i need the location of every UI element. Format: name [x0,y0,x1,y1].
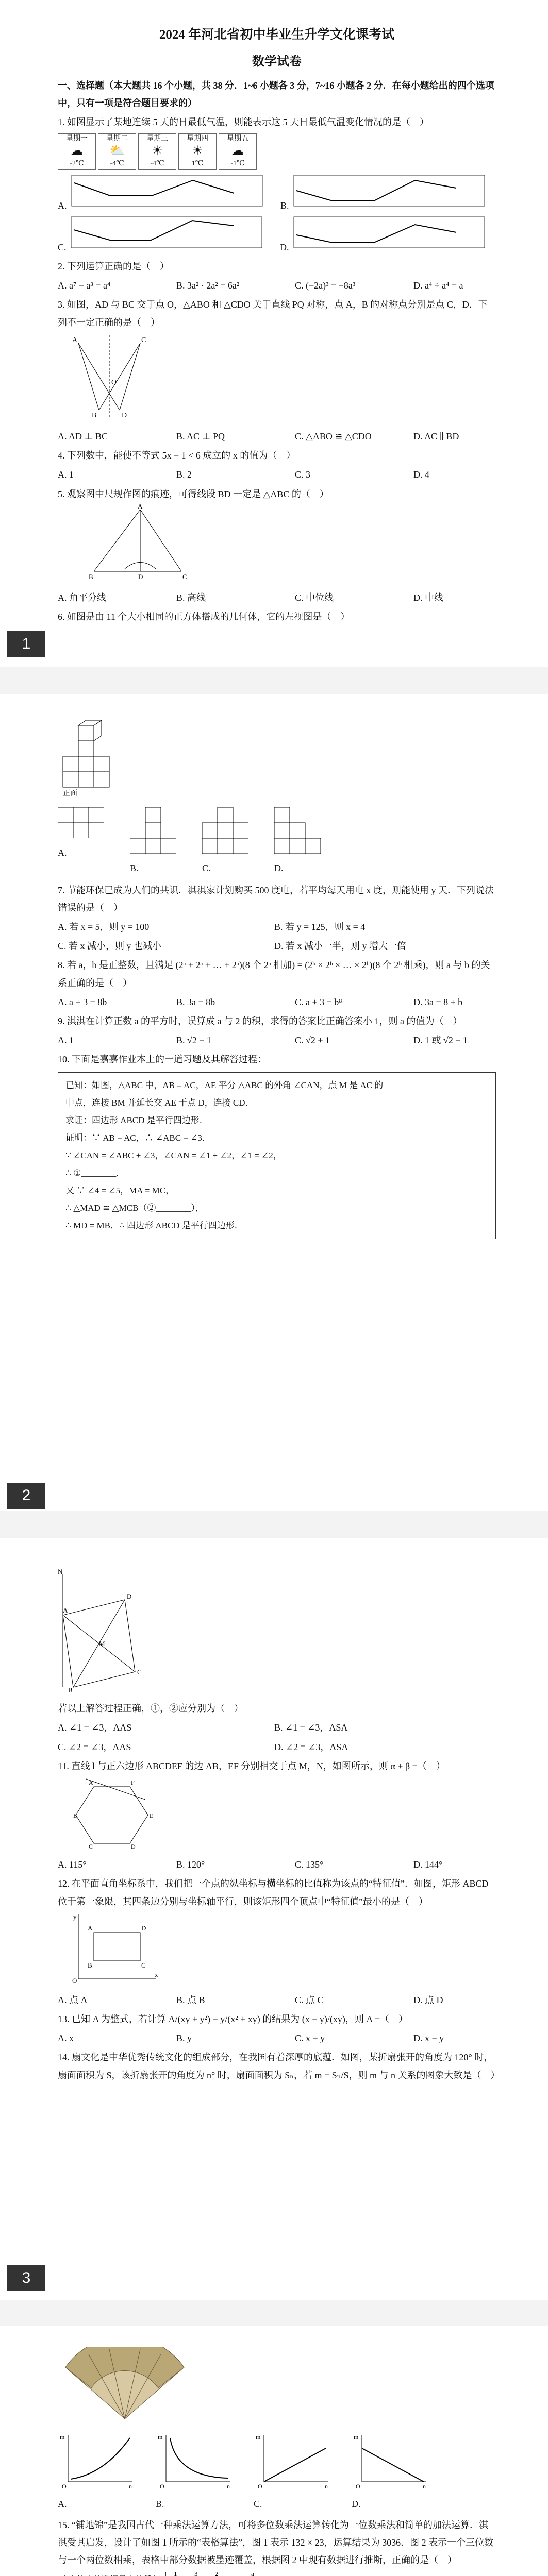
svg-text:n: n [227,2483,230,2490]
question-11: 11. 直线 l 与正六边形 ABCDEF 的边 AB，EF 分别相交于点 M，N，如图所示，则 α + β =（ ） [58,1760,445,1771]
temp-label: -4℃ [110,160,124,168]
svg-text:O: O [62,2483,67,2490]
option-d: D. 若 x 减小一半，则 y 增大一倍 [274,941,406,952]
option-label: A. [58,848,67,858]
option-d: D. 1 或 √2 + 1 [413,1035,468,1046]
svg-text:n: n [423,2483,426,2490]
page-1-content [58,23,496,627]
q8-options [58,993,496,1011]
q7-options-row-1 [58,918,496,936]
svg-text:D: D [122,411,127,419]
q9-options [58,1031,496,1049]
option-d: D. a⁴ ÷ a⁴ = a [413,280,463,291]
option-label: D. [352,2499,361,2510]
option-c: C. 3 [295,469,311,480]
svg-text:A: A [138,504,143,510]
svg-text:O: O [160,2483,164,2490]
line-graph-c [69,214,264,250]
option-b: B. 120° [176,1859,205,1870]
option-b: B. AC ⊥ PQ [176,431,225,442]
temp-label: 1℃ [191,160,204,168]
proof-line: ∴ MD = MB．∴ 四边形 ABCD 是平行四边形． [65,1221,243,1231]
option-c: C. 135° [295,1859,324,1870]
proof-line: 已知：如图，△ABC 中，AB = AC，AE 平分 △ABC 的外角 ∠CAN，点 M 是 AC 的 [65,1080,384,1091]
svg-text:3: 3 [194,2572,198,2576]
svg-text:M: M [99,1640,105,1648]
option-b-graph [280,173,487,214]
q1-graph-options-2 [58,214,496,256]
proof-line: ∵ ∠CAN = ∠ABC + ∠3，∠CAN = ∠1 + ∠2，∠1 = ∠2， [65,1150,282,1161]
page-3-content [58,1569,500,2086]
q2-options [58,277,496,294]
q1-graph-options [58,173,496,214]
q6-view-options [58,807,496,877]
svg-text:B: B [92,411,97,419]
option-d: D. 144° [413,1859,443,1870]
q12-options [58,1991,496,2009]
weather-day [58,133,96,170]
option-a: A. a⁷ − a³ = a⁴ [58,280,111,291]
option-d: D. AC ∥ BD [413,431,459,442]
option-a: A. 115° [58,1859,87,1870]
option-d: D. x − y [413,2033,444,2044]
svg-text:O: O [111,378,117,386]
q3-options [58,428,496,445]
svg-text:n: n [325,2483,328,2490]
question-14: 14. 扇文化是中华优秀传统文化的组成部分，在我国有着深厚的底蕴．如图，某折扇张开的角度为 120° 时，扇面面积为 S，该折扇张开的角度为 n° 时，扇面面积为 Sₙ，若 m = Sₙ/S，则 m 与 n 关系的图象大致是（ ） [58,2052,500,2080]
option-d-view [274,807,321,877]
multiplication-grid-1 [151,2572,269,2576]
option-label: C. [254,2499,262,2510]
svg-text:m: m [158,2433,163,2441]
q5-figure [89,504,192,582]
day-label: 星期二 [106,134,128,143]
option-d-graph [280,214,487,256]
q7-options-row-2 [58,937,496,955]
day-label: 星期三 [146,134,168,143]
option-label: A. [58,200,67,211]
front-label: 正面 [63,790,77,798]
q10-options-row-1 [58,1719,496,1736]
proof-line: ∴ ①________． [65,1168,125,1178]
option-d: D. 点 D [413,1994,443,2005]
option-a-graph [58,173,265,214]
temp-label: -4℃ [150,160,164,168]
option-a: A. a + 3 = 8b [58,996,107,1007]
question-9: 9. 淇淇在计算正数 a 的平方时，误算成 a 与 2 的积，求得的答案比正确答案小 1，则 a 的值为（ ） [58,1015,462,1026]
cloud-icon: ☁ [71,144,83,158]
svg-text:A: A [88,1924,93,1932]
option-label: C. [202,863,211,874]
option-b: B. 高线 [176,592,206,603]
hexagon-figure [73,1776,156,1849]
option-label: B. [130,863,139,874]
question-4: 4. 下列数中，能使不等式 5x − 1 < 6 成立的 x 的值为（ ） [58,450,296,461]
question-12: 12. 在平面直角坐标系中，我们把一个点的纵坐标与横坐标的比值称为该点的“特征值”．如图，矩形 ABCD 位于第一象限，其四条边分别与坐标轴平行，则该矩形四个顶点中“特征值”最小的是（ ） [58,1878,489,1907]
svg-text:D: D [141,1924,146,1932]
option-b: B. √2 − 1 [176,1035,212,1046]
option-a: A. 1 [58,469,74,480]
proof-line: ∴ △MAD ≌ △MCB（②________）， [65,1203,204,1213]
q11-options [58,1856,496,1873]
option-c: C. x + y [295,2033,325,2044]
q15-figure-1 [58,2572,219,2576]
folding-fan-figure [58,2347,192,2424]
svg-text:N: N [58,1569,63,1575]
svg-text:D: D [138,572,143,581]
question-5: 5. 观察图中尺规作图的痕迹，可得线段 BD 一定是 △ABC 的（ ） [58,488,329,499]
svg-text:A: A [63,1606,68,1614]
question-2: 2. 下列运算正确的是（ ） [58,261,169,272]
exam-subtitle: 数学试卷 [252,55,302,69]
temp-label: -2℃ [70,160,84,168]
svg-text:y: y [73,1912,77,1921]
question-10-tail: 若以上解答过程正确，①，②应分别为（ ） [58,1703,243,1714]
question-1: 1. 如图显示了某地连续 5 天的日最低气温，则能表示这 5 天日最低气温变化情况的是（ ） [58,117,429,128]
option-c: C. △ABO ≌ △CDO [295,431,372,442]
option-c: C. a + 3 = b⁸ [295,996,342,1007]
day-label: 星期一 [66,134,88,143]
option-c: C. 若 x 减小，则 y 也减小 [58,941,162,952]
svg-text:O: O [258,2483,262,2490]
page-3 [0,1538,548,2300]
svg-text:C: C [89,1842,93,1849]
weather-day [98,133,136,170]
question-15: 15. “铺地锦”是我国古代一种乘法运算方法，可将多位数乘法运算转化为一位数乘法和简单的加法运算．淇淇受其启发，设计了如图 1 所示的“表格算法”，图 1 表示 132 × 23，运算结果为 3036．图 2 表示一个三位数与一个两位数相乘，表格中部分数据被墨迹覆盖，根据图 2 中现有数据进行推断，正确的是（ ） [58,2519,494,2565]
svg-text:C: C [141,1961,146,1969]
q15-figures [58,2572,496,2576]
line-graph-a [69,173,265,209]
option-label: A. [58,2499,67,2510]
option-a: A. 若 x = 5，则 y = 100 [58,921,150,932]
q10-figure [58,1569,145,1692]
page-4 [0,2326,548,2576]
question-13: 13. 已知 A 为整式，若计算 A/(xy + y²) − y/(x² + xy) 的结果为 (x − y)/(xy)，则 A =（ ） [58,2014,408,2025]
q14-graph-options [58,2433,496,2513]
option-b: B. 若 y = 125，则 x = 4 [274,921,366,932]
q3-figure [68,333,151,420]
option-label: D. [280,242,289,252]
option-c-graph [254,2433,331,2513]
option-a: A. 角平分线 [58,592,106,603]
option-b-graph [156,2433,233,2513]
option-b: B. 点 B [176,1994,205,2005]
weather-day [219,133,257,170]
page-2-content [58,720,496,1243]
option-b: B. y [176,2033,192,2044]
temp-label: -1℃ [230,160,245,168]
q4-options [58,466,496,483]
option-a: A. 1 [58,1035,74,1046]
option-d: D. ∠2 = ∠3，ASA [274,1741,348,1752]
option-d: D. 3a = 8 + b [413,996,463,1007]
option-a: A. AD ⊥ BC [58,431,108,442]
option-b: B. 2 [176,469,192,480]
option-b: B. 3a = 8b [176,996,215,1007]
svg-text:m: m [60,2433,65,2441]
svg-text:a: a [251,2572,254,2576]
svg-text:m: m [256,2433,261,2441]
svg-text:E: E [150,1811,154,1819]
page-number-badge: 2 [7,1483,45,1509]
question-6: 6. 如图是由 11 个大小相同的正方体搭成的几何体，它的左视图是（ ） [58,612,350,622]
option-a: A. x [58,2033,74,2044]
weather-strip [58,133,496,170]
proof-box [58,1072,496,1239]
svg-text:D: D [131,1842,136,1849]
option-label: D. [274,863,284,874]
cloud-icon: ☁ [231,144,244,158]
proof-line: 又 ∵ ∠4 = ∠5，MA = MC， [65,1185,175,1196]
exam-title: 2024 年河北省初中毕业生升学文化课考试 [159,28,395,42]
proof-line: 求证：四边形 ABCD 是平行四边形． [65,1115,208,1126]
page-2 [0,694,548,1511]
sun-icon: ☀ [192,144,203,158]
question-8: 8. 若 a，b 是正整数，且满足 (2ᵃ + 2ᵃ + … + 2ᵃ)(8 个 2ᵃ 相加) = (2ᵇ × 2ᵇ × … × 2ᵇ)(8 个 2ᵇ 相乘)，则 a 与 b 的关系正确的是（ ） [58,960,490,988]
day-label: 星期四 [187,134,208,143]
option-c-view [202,807,248,877]
svg-text:n: n [129,2483,132,2490]
option-c: C. 点 C [295,1994,324,2005]
sun-icon: ☀ [152,144,163,158]
option-c: C. (−2a)³ = −8a³ [295,280,356,291]
option-b-view [130,807,176,877]
page-4-content [58,2347,496,2576]
option-a: A. 点 A [58,1994,88,2005]
rectangle-coordinate-figure [68,1912,161,1984]
section-heading: 一、选择题（本大题共 16 个小题，共 38 分．1~6 小题各 3 分，7~16 小题各 2 分．在每小题给出的四个选项中，只有一项是符合题目要求的） [58,80,494,109]
question-3: 3. 如图，AD 与 BC 交于点 O，△ABO 和 △CDO 关于直线 PQ 对称，点 A，B 的对称点分别是点 C，D．下列不一定正确的是（ ） [58,299,488,328]
svg-text:C: C [141,336,146,344]
q10-options-row-2 [58,1738,496,1756]
option-c: C. 中位线 [295,592,334,603]
proof-line: 证明：∵ AB = AC，∴ ∠ABC = ∠3． [65,1133,211,1143]
svg-text:A: A [89,1778,93,1786]
svg-text:D: D [127,1592,132,1600]
option-label: B. [156,2499,164,2510]
q5-options [58,589,496,606]
page-number-badge: 3 [7,2265,45,2291]
svg-text:F: F [131,1778,135,1786]
partly-cloudy-icon: ⛅ [109,144,125,158]
question-7: 7. 节能环保已成为人们的共识．淇淇家计划购买 500 度电，若平均每天用电 x 度，则能使用 y 天．下列说法错误的是（ ） [58,885,494,913]
svg-text:B: B [89,572,93,581]
line-graph-d [291,214,487,250]
svg-text:B: B [68,1686,73,1692]
option-d: D. 中线 [413,592,443,603]
svg-text:O: O [356,2483,360,2490]
option-a-graph [58,2433,135,2513]
svg-text:C: C [182,572,187,581]
option-d: D. 4 [413,469,429,480]
svg-text:1: 1 [174,2572,177,2576]
option-b: B. ∠1 = ∠3，ASA [274,1722,348,1733]
proof-line: 中点，连接 BM 并延长交 AE 于点 D，连接 CD． [65,1098,254,1108]
weather-day [138,133,176,170]
page-number-badge: 1 [7,631,45,657]
table-method-note [58,2572,166,2576]
svg-text:2: 2 [215,2572,219,2576]
svg-text:B: B [88,1961,92,1969]
option-c: C. ∠2 = ∠3，AAS [58,1741,131,1752]
option-label: C. [58,242,67,252]
q6-solid-figure [58,720,130,798]
q13-options [58,2029,496,2047]
option-c-graph [58,214,264,256]
svg-text:O: O [72,1976,77,1984]
option-a: A. ∠1 = ∠3，AAS [58,1722,132,1733]
svg-text:C: C [137,1668,142,1676]
svg-text:m: m [354,2433,359,2441]
option-d-graph [352,2433,429,2513]
svg-text:B: B [73,1811,78,1819]
question-10: 10. 下面是嘉嘉作业本上的一道习题及其解答过程： [58,1054,267,1065]
line-graph-b [291,173,487,209]
svg-text:A: A [72,336,78,344]
option-c: C. √2 + 1 [295,1035,330,1046]
option-label: B. [280,200,289,211]
page-1 [0,0,548,667]
weather-day [178,133,217,170]
svg-text:x: x [155,1970,158,1978]
option-a-view [58,807,104,861]
day-label: 星期五 [227,134,248,143]
option-b: B. 3a² · 2a² = 6a² [176,280,240,291]
